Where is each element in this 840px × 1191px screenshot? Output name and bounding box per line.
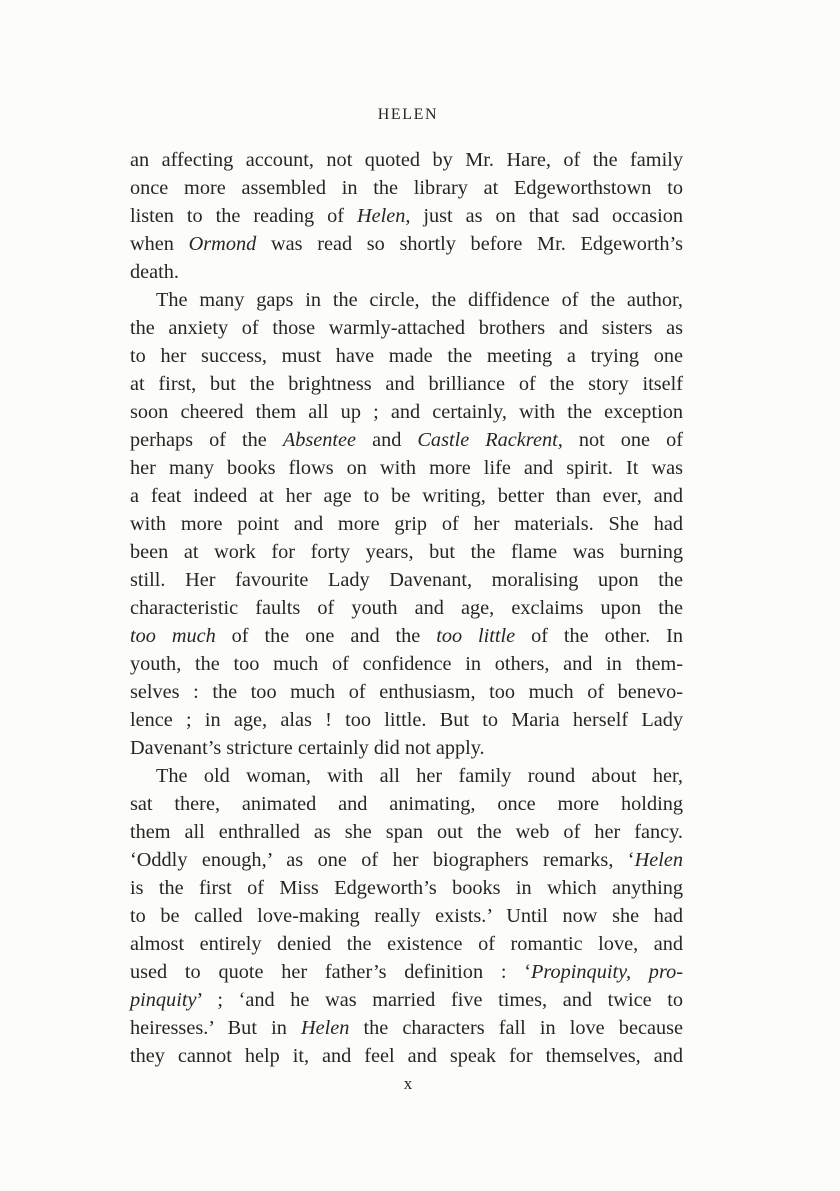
text-line: is the first of Miss Edgeworth’s books in which anything [130, 877, 683, 899]
text-line: The old woman, with all her family round about her, [156, 765, 683, 787]
text-line: when Ormond was read so shortly before Mr. Edgeworth’s [130, 233, 683, 255]
text-line: too much of the one and the too little of the other. In [130, 625, 683, 647]
text-line: listen to the reading of Helen, just as on that sad occasion [130, 205, 683, 227]
running-head: HELEN [377, 106, 439, 123]
page-number: x [403, 1074, 413, 1093]
text-line: at first, but the brightness and brilliance of the story itself [130, 373, 683, 395]
text-line: they cannot help it, and feel and speak for themselves, and [130, 1045, 683, 1067]
text-line: The many gaps in the circle, the diffidence of the author, [156, 289, 683, 311]
text-line: once more assembled in the library at Edgeworthstown to [130, 177, 683, 199]
text-line: lence ; in age, alas ! too little. But to Maria herself Lady [130, 709, 683, 731]
text-line: soon cheered them all up ; and certainly, with the exception [130, 401, 683, 423]
text-line: ‘Oddly enough,’ as one of her biographers remarks, ‘Helen [130, 849, 683, 871]
text-line: pinquity’ ; ‘and he was married five times, and twice to [130, 989, 683, 1011]
text-line: used to quote her father’s definition : ‘Propinquity, pro- [130, 961, 683, 983]
text-line: the anxiety of those warmly-attached brothers and sisters as [130, 317, 683, 339]
text-line: still. Her favourite Lady Davenant, moralising upon the [130, 569, 683, 591]
text-line: her many books flows on with more life and spirit. It was [130, 457, 683, 479]
text-line: selves : the too much of enthusiasm, too much of benevo- [130, 681, 683, 703]
text-line: heiresses.’ But in Helen the characters fall in love because [130, 1017, 683, 1039]
text-line: perhaps of the Absentee and Castle Rackrent, not one of [130, 429, 683, 451]
text-line: Davenant’s stricture certainly did not apply. [130, 737, 485, 759]
text-line: youth, the too much of confidence in others, and in them- [130, 653, 683, 675]
text-line: death. [130, 261, 179, 283]
text-line: with more point and more grip of her materials. She had [130, 513, 683, 535]
text-line: sat there, animated and animating, once more holding [130, 793, 683, 815]
text-line: been at work for forty years, but the flame was burning [130, 541, 683, 563]
text-line: to her success, must have made the meeting a trying one [130, 345, 683, 367]
text-line: a feat indeed at her age to be writing, better than ever, and [130, 485, 683, 507]
text-line: almost entirely denied the existence of romantic love, and [130, 933, 683, 955]
text-line: an affecting account, not quoted by Mr. Hare, of the family [130, 149, 683, 171]
text-line: characteristic faults of youth and age, exclaims upon the [130, 597, 683, 619]
text-line: them all enthralled as she span out the web of her fancy. [130, 821, 683, 843]
text-line: to be called love-making really exists.’ Until now she had [130, 905, 683, 927]
